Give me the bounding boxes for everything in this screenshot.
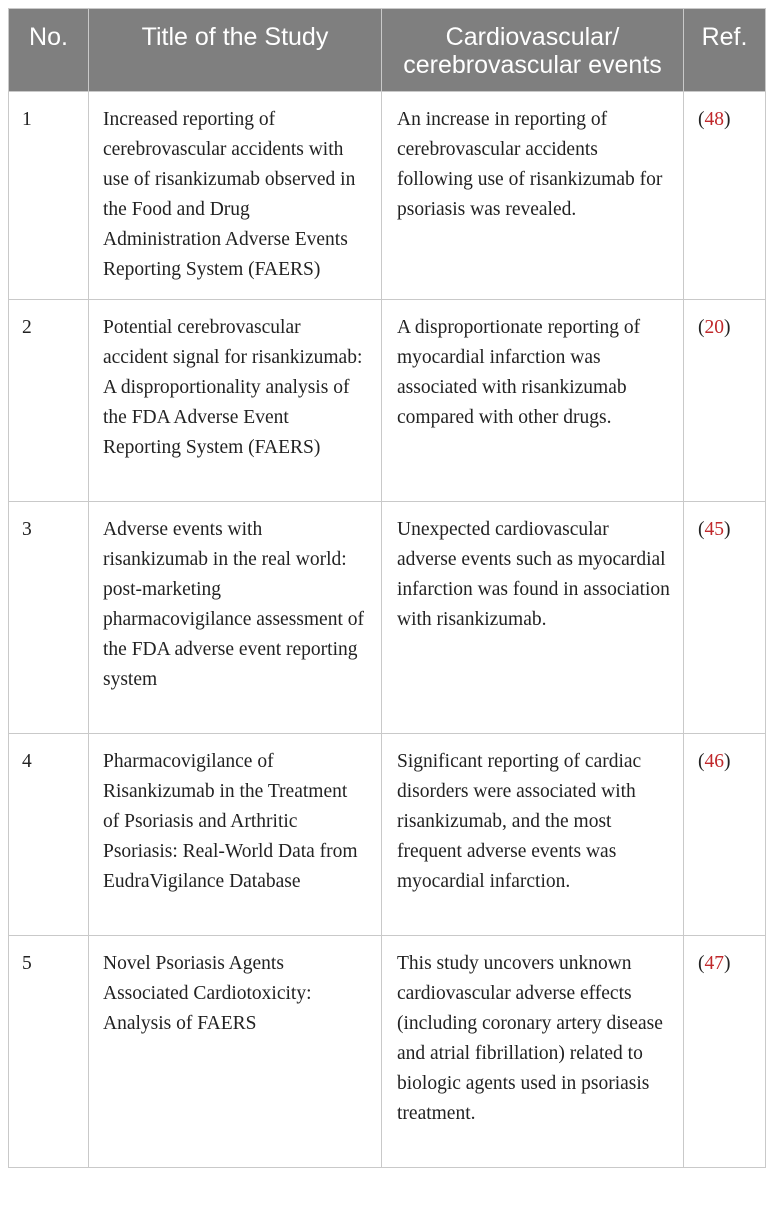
- cell-ref: (47): [684, 936, 766, 1168]
- cell-title: Novel Psoriasis Agents Associated Cardiotoxicity: Analysis of FAERS: [89, 936, 382, 1168]
- table-row: [9, 734, 766, 936]
- ref-link[interactable]: 46: [704, 751, 724, 772]
- header-title: Title of the Study: [89, 9, 382, 92]
- table-row: [9, 936, 766, 1168]
- cell-ref: (20): [684, 300, 766, 502]
- cell-ref: (46): [684, 734, 766, 936]
- cell-events: Unexpected cardiovascular adverse events such as myocardial infarction was found in association with risankizumab.: [382, 502, 684, 734]
- cell-no: 2: [9, 300, 89, 502]
- cell-events: Significant reporting of cardiac disorders were associated with risankizumab, and the most frequent adverse events was myocardial infarction.: [382, 734, 684, 936]
- header-ref: Ref.: [684, 9, 766, 92]
- studies-table: [8, 8, 766, 1168]
- table-row: [9, 92, 766, 300]
- cell-no: 1: [9, 92, 89, 300]
- ref-link[interactable]: 20: [704, 317, 724, 338]
- cell-title: Potential cerebrovascular accident signal for risankizumab: A disproportionality analysis of the FDA Adverse Event Reporting System (FAERS): [89, 300, 382, 502]
- ref-link[interactable]: 47: [704, 953, 724, 974]
- cell-no: 5: [9, 936, 89, 1168]
- cell-events: This study uncovers unknown cardiovascular adverse effects (including coronary artery disease and atrial fibrillation) related to biologic agents used in psoriasis treatment.: [382, 936, 684, 1168]
- cell-no: 3: [9, 502, 89, 734]
- cell-no: 4: [9, 734, 89, 936]
- header-row: [9, 9, 766, 92]
- cell-ref: (48): [684, 92, 766, 300]
- header-events: Cardiovascular/ cerebrovascular events: [382, 9, 684, 92]
- ref-link[interactable]: 45: [704, 519, 724, 540]
- table-row: [9, 300, 766, 502]
- cell-title: Increased reporting of cerebrovascular accidents with use of risankizumab observed in the Food and Drug Administration Adverse Events Reporting System (FAERS): [89, 92, 382, 300]
- cell-title: Pharmacovigilance of Risankizumab in the Treatment of Psoriasis and Arthritic Psoriasis: Real-World Data from EudraVigilance Database: [89, 734, 382, 936]
- table-row: [9, 502, 766, 734]
- cell-ref: (45): [684, 502, 766, 734]
- ref-link[interactable]: 48: [704, 109, 724, 130]
- header-no: No.: [9, 9, 89, 92]
- cell-events: A disproportionate reporting of myocardial infarction was associated with risankizumab compared with other drugs.: [382, 300, 684, 502]
- cell-events: An increase in reporting of cerebrovascular accidents following use of risankizumab for psoriasis was revealed.: [382, 92, 684, 300]
- cell-title: Adverse events with risankizumab in the real world: post-marketing pharmacovigilance assessment of the FDA adverse event reporting system: [89, 502, 382, 734]
